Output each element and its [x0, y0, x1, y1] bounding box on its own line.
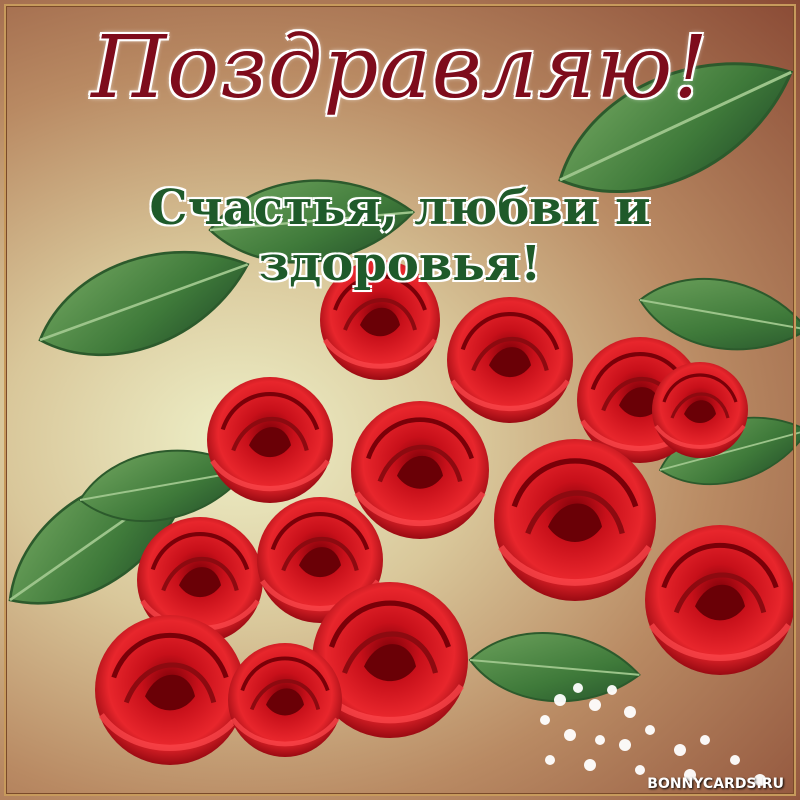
site-watermark: BONNYCARDS.RU: [647, 776, 784, 792]
card-subtitle: Счастья, любви и здоровья!: [149, 180, 651, 292]
card-title: Поздравляю!: [91, 18, 709, 118]
